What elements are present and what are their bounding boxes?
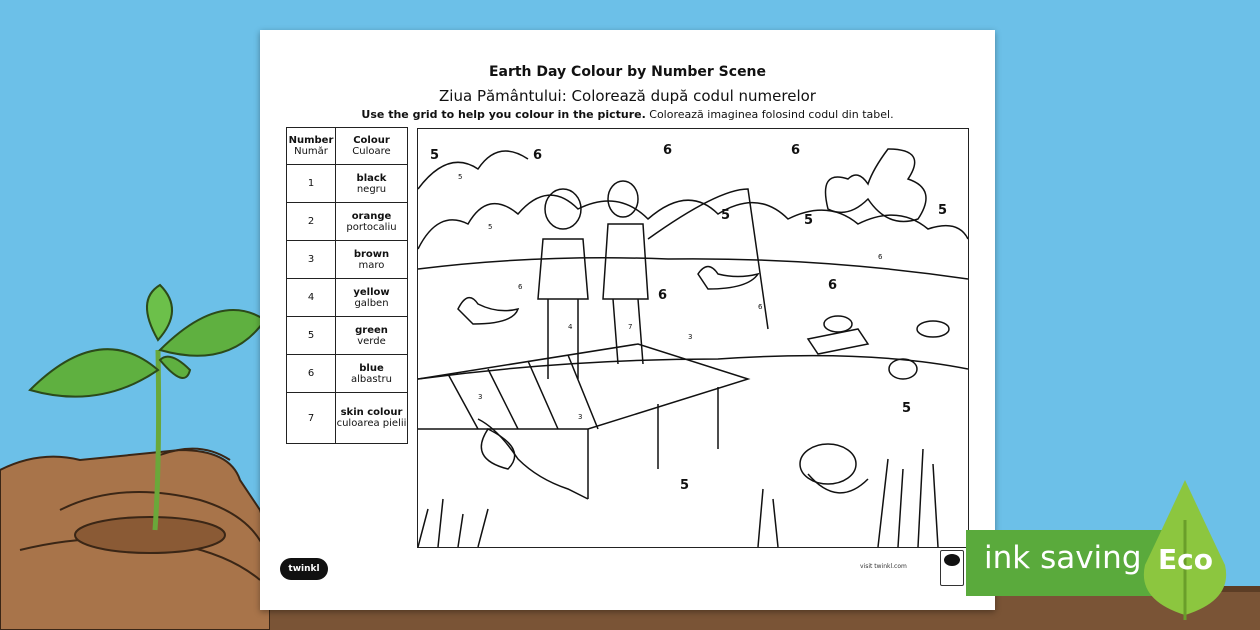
- svg-text:3: 3: [688, 333, 693, 341]
- key-colour: skin colour culoarea pielii: [336, 393, 408, 444]
- header-colour: Colour Culoare: [336, 128, 408, 165]
- key-row-black: [287, 165, 408, 203]
- worksheet-subtitle: Ziua Pământului: Colorează după codul numerelor: [439, 87, 816, 105]
- key-number: 3: [287, 241, 336, 279]
- instruction-english: Use the grid to help you colour in the picture.: [361, 108, 646, 121]
- svg-text:4: 4: [568, 323, 573, 331]
- svg-text:6: 6: [758, 303, 763, 311]
- key-row-blue: [287, 355, 408, 393]
- key-number: 6: [287, 355, 336, 393]
- instruction-romanian: Colorează imaginea folosind codul din tabel.: [649, 108, 894, 121]
- key-colour: yellow galben: [336, 279, 408, 317]
- scene-number-label: 5: [902, 401, 912, 416]
- scene-number-label: 5: [804, 213, 814, 228]
- key-number: 2: [287, 203, 336, 241]
- svg-text:5: 5: [458, 173, 463, 181]
- worksheet-instruction: [260, 108, 995, 121]
- key-colour: green verde: [336, 317, 408, 355]
- key-number: 5: [287, 317, 336, 355]
- key-colour: brown maro: [336, 241, 408, 279]
- worksheet-page: [260, 30, 995, 610]
- visit-twinkl-text: visit twinkl.com: [860, 563, 907, 570]
- key-row-yellow: [287, 279, 408, 317]
- quality-badge-icon: [940, 550, 964, 586]
- twinkl-logo: twinkl: [280, 558, 328, 580]
- svg-text:3: 3: [578, 413, 583, 421]
- svg-text:5: 5: [488, 223, 493, 231]
- key-row-skin: [287, 393, 408, 444]
- eco-label: Eco: [1158, 543, 1213, 576]
- scene-number-label: 5: [721, 208, 731, 223]
- key-row-green: [287, 317, 408, 355]
- scene-number-label: 6: [658, 288, 668, 303]
- seedling-in-hands-illustration: [0, 280, 270, 630]
- key-number: 1: [287, 165, 336, 203]
- key-colour: blue albastru: [336, 355, 408, 393]
- svg-text:7: 7: [628, 323, 633, 331]
- scene-number-label: 5: [430, 148, 440, 163]
- key-colour: black negru: [336, 165, 408, 203]
- scene-number-label: 5: [680, 478, 690, 493]
- key-number: 7: [287, 393, 336, 444]
- key-table-header: [287, 128, 408, 165]
- scene-number-label: 6: [533, 148, 543, 163]
- svg-text:3: 3: [478, 393, 483, 401]
- scene-drawing: [418, 129, 968, 547]
- scene-number-label: 6: [791, 143, 801, 158]
- key-row-brown: [287, 241, 408, 279]
- svg-text:6: 6: [518, 283, 523, 291]
- header-number: Number Număr: [287, 128, 336, 165]
- scene-number-label: 5: [938, 203, 948, 218]
- scene-number-label: 6: [828, 278, 838, 293]
- ink-saving-label: ink saving: [984, 540, 1142, 576]
- key-number: 4: [287, 279, 336, 317]
- colour-key-table: [286, 127, 408, 444]
- worksheet-title: Earth Day Colour by Number Scene: [488, 64, 767, 80]
- scene-number-label: 6: [663, 143, 673, 158]
- key-colour: orange portocaliu: [336, 203, 408, 241]
- colouring-scene: [417, 128, 969, 548]
- svg-text:6: 6: [878, 253, 883, 261]
- key-row-orange: [287, 203, 408, 241]
